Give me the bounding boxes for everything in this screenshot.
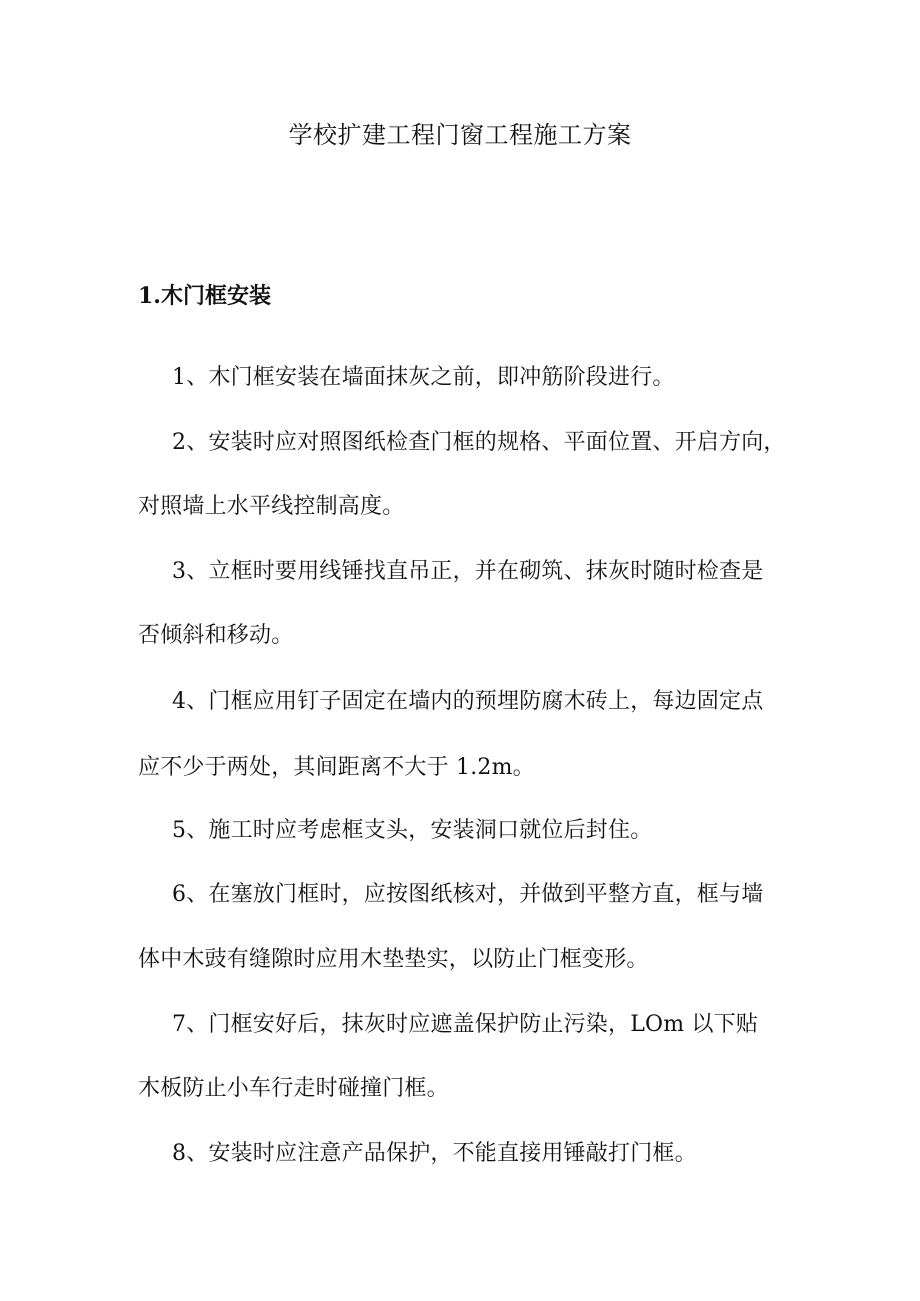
- paragraph-4-line-1: 4、门框应用钉子固定在墙内的预埋防腐木砖上，每边固定点: [172, 689, 764, 714]
- paragraph-2-line-2: 对照墙上水平线控制高度。: [138, 494, 405, 519]
- paragraph-3-line-2: 否倾斜和移动。: [138, 623, 294, 648]
- paragraph-7-line-2: 木板防止小车行走时碰撞门框。: [138, 1076, 449, 1101]
- paragraph-5-line-1: 5、施工时应考虑框支头，安装洞口就位后封住。: [172, 818, 653, 843]
- page-title: 学校扩建工程门窗工程施工方案: [288, 121, 632, 149]
- paragraph-6-line-2: 体中木豉有缝隙时应用木垫垫实，以防止门框变形。: [138, 947, 649, 972]
- paragraph-2-line-1: 2、安装时应对照图纸检查门框的规格、平面位置、开启方向，: [172, 430, 786, 455]
- paragraph-7-line-1: 7、门框安好后，抹灰时应遮盖保护防止污染，LOm 以下贴: [172, 1012, 759, 1037]
- paragraph-6-line-1: 6、在塞放门框时，应按图纸核对，并做到平整方直，框与墙: [172, 882, 764, 907]
- section-heading: 1.木门框安装: [138, 283, 271, 309]
- paragraph-1-line-1: 1、木门框安装在墙面抹灰之前，即冲筋阶段进行。: [172, 365, 675, 390]
- paragraph-3-line-1: 3、立框时要用线锤找直吊正，并在砌筑、抹灰时随时检查是: [172, 559, 764, 584]
- paragraph-8-line-1: 8、安装时应注意产品保护，不能直接用锤敲打门框。: [172, 1141, 697, 1166]
- paragraph-4-line-2: 应不少于两处，其间距离不大于 1.2m。: [138, 755, 535, 780]
